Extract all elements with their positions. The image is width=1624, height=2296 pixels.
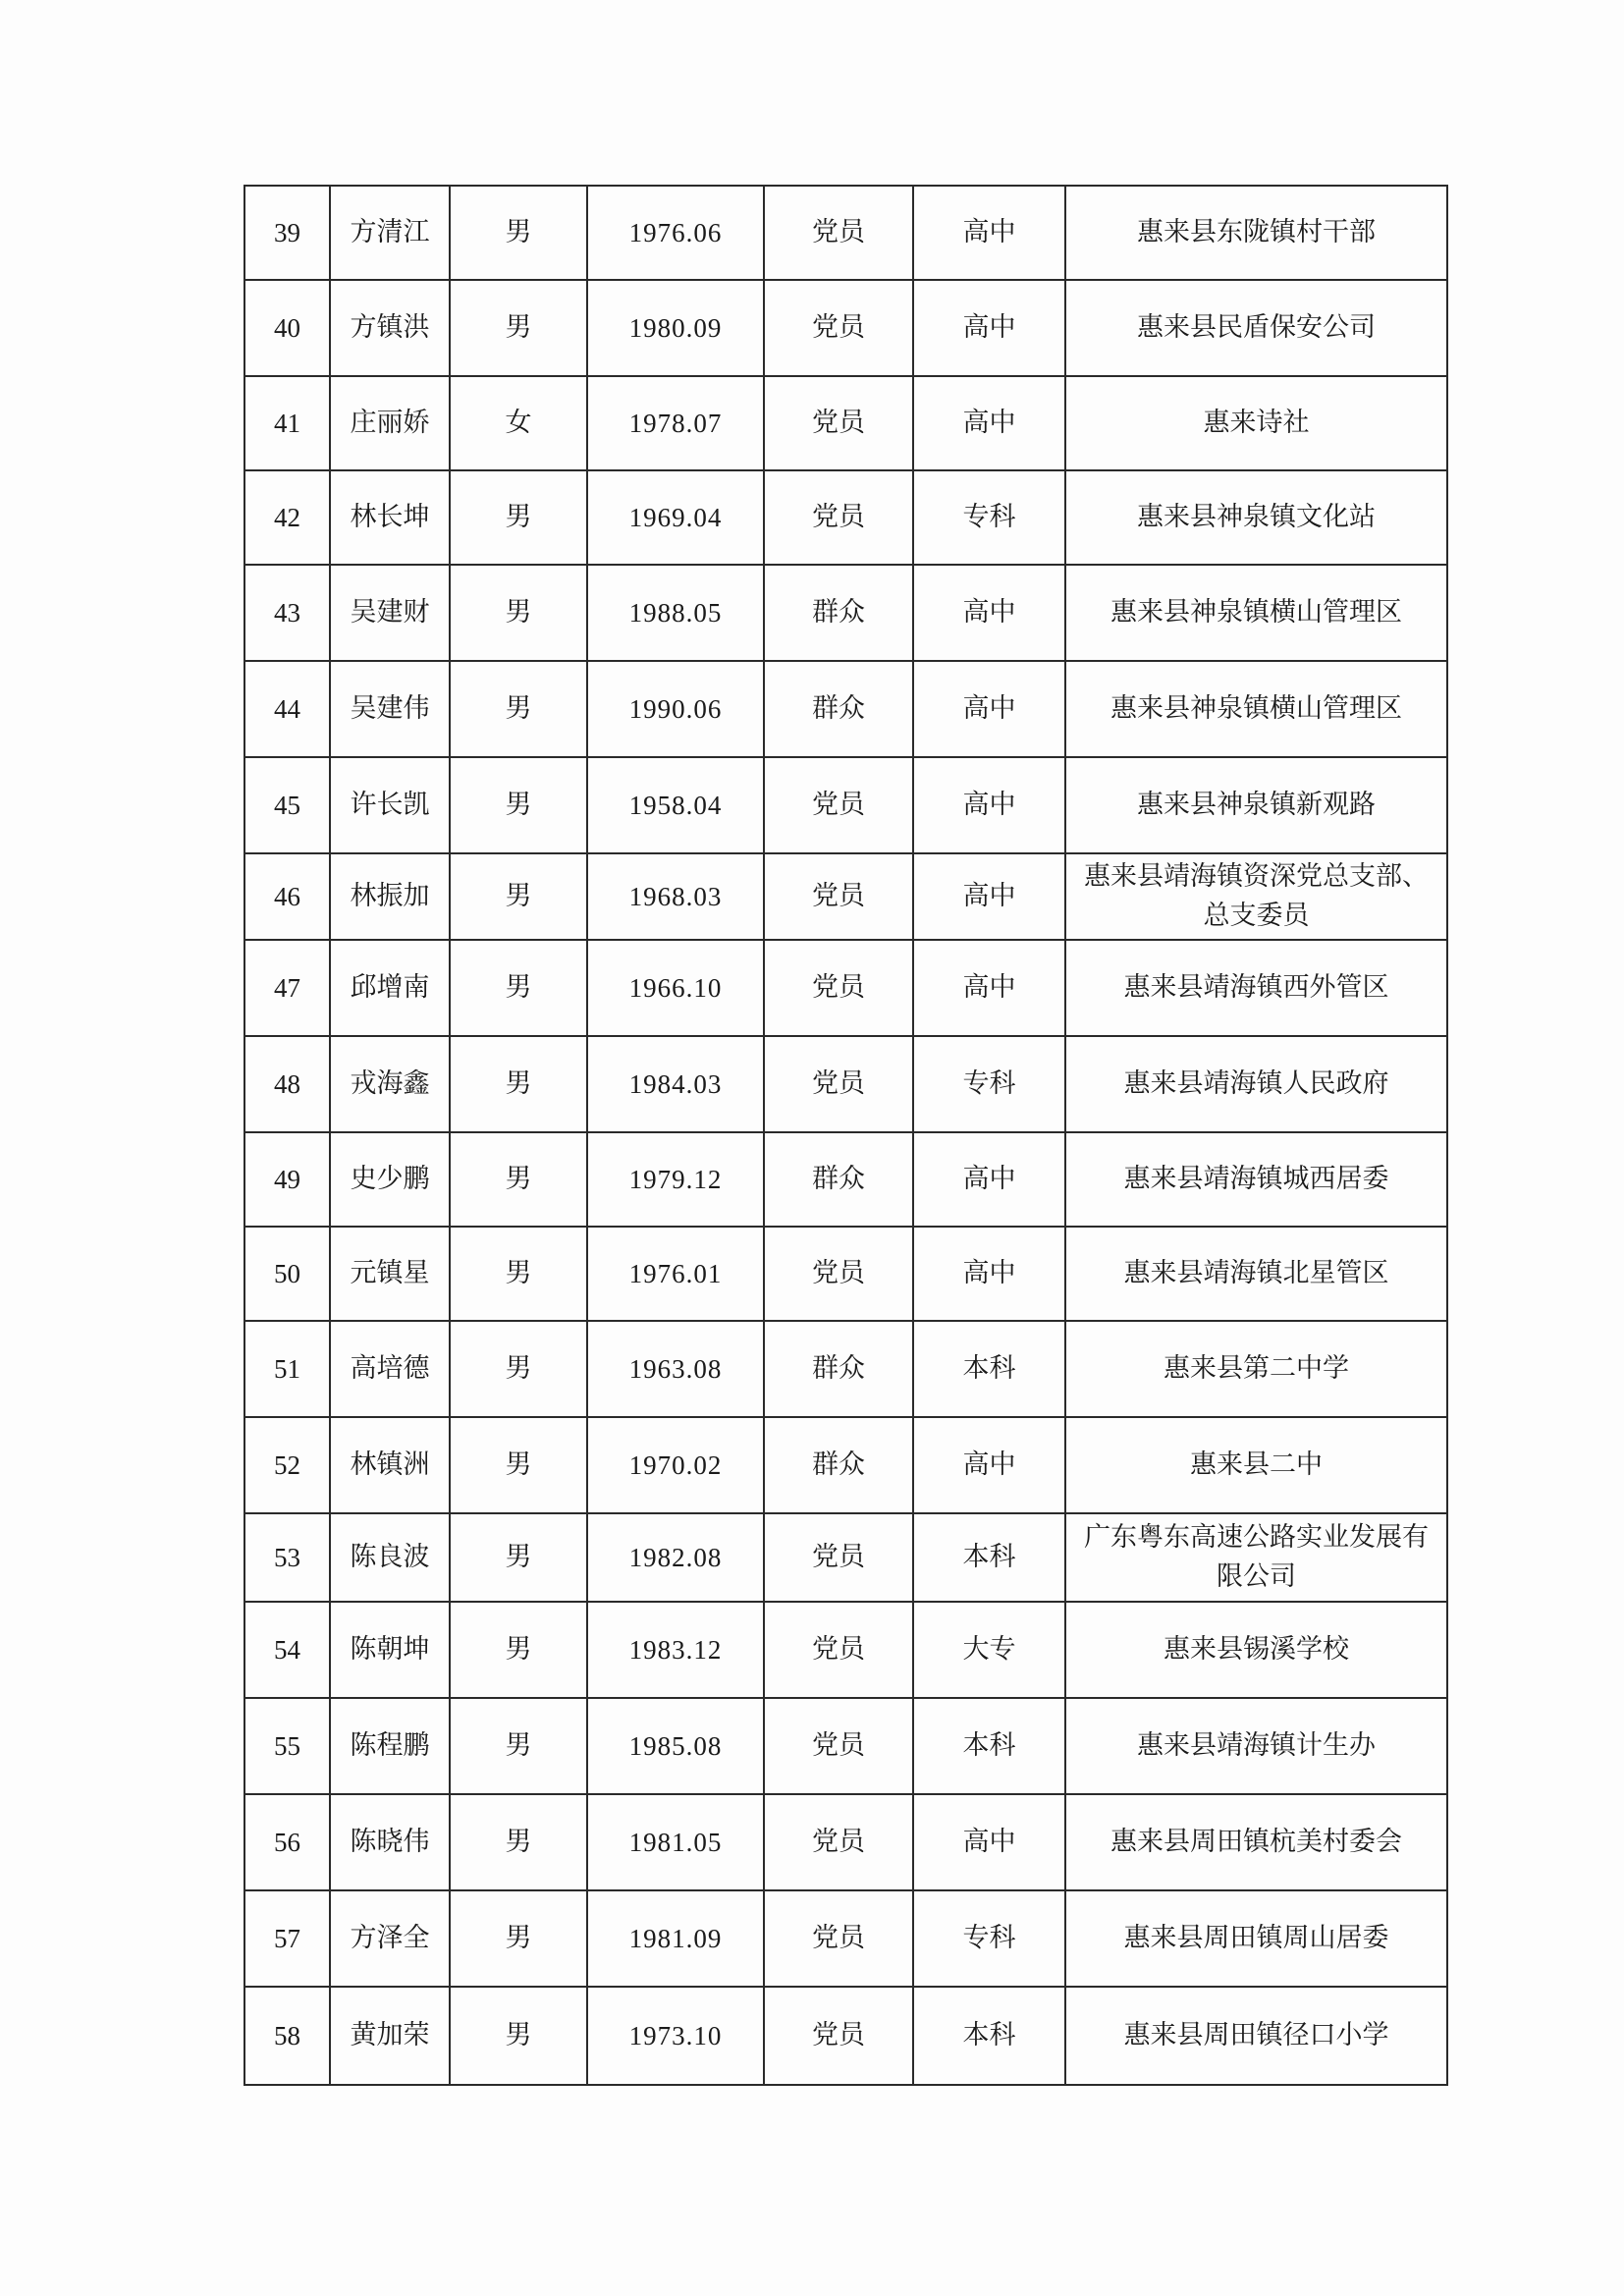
member-name: 戎海鑫 — [330, 1036, 450, 1132]
row-number: 40 — [244, 280, 330, 376]
member-work-unit: 惠来县神泉镇横山管理区 — [1065, 661, 1447, 757]
member-sex: 男 — [450, 853, 587, 940]
member-work-unit: 惠来县靖海镇资深党总支部、总支委员 — [1065, 853, 1447, 940]
member-political-status: 党员 — [764, 757, 913, 853]
row-number: 50 — [244, 1227, 330, 1321]
member-political-status: 党员 — [764, 376, 913, 470]
row-number: 53 — [244, 1513, 330, 1602]
member-birth-date: 1990.06 — [587, 661, 764, 757]
member-name: 高培德 — [330, 1321, 450, 1417]
member-education: 高中 — [913, 1227, 1065, 1321]
member-sex: 男 — [450, 661, 587, 757]
member-birth-date: 1979.12 — [587, 1132, 764, 1227]
member-work-unit: 惠来县靖海镇计生办 — [1065, 1698, 1447, 1794]
member-birth-date: 1966.10 — [587, 940, 764, 1036]
member-birth-date: 1963.08 — [587, 1321, 764, 1417]
member-political-status: 群众 — [764, 1132, 913, 1227]
table-row — [244, 470, 1447, 565]
table-row — [244, 186, 1447, 280]
member-sex: 男 — [450, 1321, 587, 1417]
member-birth-date: 1982.08 — [587, 1513, 764, 1602]
member-table — [244, 185, 1448, 2086]
member-political-status: 党员 — [764, 1227, 913, 1321]
member-education: 高中 — [913, 757, 1065, 853]
member-political-status: 党员 — [764, 1602, 913, 1698]
member-name: 陈良波 — [330, 1513, 450, 1602]
member-education: 高中 — [913, 280, 1065, 376]
row-number: 47 — [244, 940, 330, 1036]
member-name: 庄丽娇 — [330, 376, 450, 470]
table-row — [244, 1987, 1447, 2085]
row-number: 39 — [244, 186, 330, 280]
member-work-unit: 惠来县靖海镇北星管区 — [1065, 1227, 1447, 1321]
table-row — [244, 1794, 1447, 1890]
table-row — [244, 757, 1447, 853]
member-political-status: 党员 — [764, 940, 913, 1036]
member-birth-date: 1976.01 — [587, 1227, 764, 1321]
row-number: 46 — [244, 853, 330, 940]
row-number: 49 — [244, 1132, 330, 1227]
member-work-unit: 惠来县周田镇周山居委 — [1065, 1890, 1447, 1987]
member-name: 邱增南 — [330, 940, 450, 1036]
member-work-unit: 惠来县靖海镇西外管区 — [1065, 940, 1447, 1036]
member-education: 高中 — [913, 1794, 1065, 1890]
member-work-unit: 惠来县二中 — [1065, 1417, 1447, 1513]
member-name: 许长凯 — [330, 757, 450, 853]
member-sex: 男 — [450, 565, 587, 661]
member-name: 元镇星 — [330, 1227, 450, 1321]
member-birth-date: 1981.09 — [587, 1890, 764, 1987]
member-political-status: 群众 — [764, 1321, 913, 1417]
member-sex: 女 — [450, 376, 587, 470]
member-work-unit: 惠来县靖海镇人民政府 — [1065, 1036, 1447, 1132]
table-row — [244, 565, 1447, 661]
member-sex: 男 — [450, 1227, 587, 1321]
member-work-unit: 惠来县东陇镇村干部 — [1065, 186, 1447, 280]
member-birth-date: 1981.05 — [587, 1794, 764, 1890]
member-political-status: 党员 — [764, 853, 913, 940]
member-education: 高中 — [913, 1132, 1065, 1227]
member-political-status: 群众 — [764, 565, 913, 661]
member-birth-date: 1968.03 — [587, 853, 764, 940]
member-political-status: 党员 — [764, 186, 913, 280]
member-education: 本科 — [913, 1698, 1065, 1794]
member-work-unit: 惠来县锡溪学校 — [1065, 1602, 1447, 1698]
member-name: 林长坤 — [330, 470, 450, 565]
member-political-status: 党员 — [764, 1698, 913, 1794]
member-education: 本科 — [913, 1987, 1065, 2085]
table-row — [244, 1890, 1447, 1987]
member-name: 方清江 — [330, 186, 450, 280]
row-number: 58 — [244, 1987, 330, 2085]
member-education: 专科 — [913, 1036, 1065, 1132]
member-education: 本科 — [913, 1321, 1065, 1417]
member-education: 高中 — [913, 853, 1065, 940]
member-name: 方泽全 — [330, 1890, 450, 1987]
row-number: 42 — [244, 470, 330, 565]
member-work-unit: 惠来县民盾保安公司 — [1065, 280, 1447, 376]
member-political-status: 党员 — [764, 470, 913, 565]
member-name: 林振加 — [330, 853, 450, 940]
member-political-status: 群众 — [764, 1417, 913, 1513]
table-row — [244, 853, 1447, 940]
member-sex: 男 — [450, 757, 587, 853]
table-row — [244, 1417, 1447, 1513]
member-name: 林镇洲 — [330, 1417, 450, 1513]
member-name: 方镇洪 — [330, 280, 450, 376]
member-education: 专科 — [913, 470, 1065, 565]
member-sex: 男 — [450, 1132, 587, 1227]
member-education: 高中 — [913, 565, 1065, 661]
member-education: 高中 — [913, 376, 1065, 470]
table-row — [244, 1698, 1447, 1794]
member-education: 高中 — [913, 940, 1065, 1036]
member-sex: 男 — [450, 1417, 587, 1513]
member-work-unit: 惠来县第二中学 — [1065, 1321, 1447, 1417]
member-birth-date: 1969.04 — [587, 470, 764, 565]
member-birth-date: 1983.12 — [587, 1602, 764, 1698]
member-work-unit: 惠来诗社 — [1065, 376, 1447, 470]
member-education: 本科 — [913, 1513, 1065, 1602]
table-row — [244, 1321, 1447, 1417]
table-row — [244, 1227, 1447, 1321]
member-political-status: 党员 — [764, 1987, 913, 2085]
member-sex: 男 — [450, 186, 587, 280]
member-political-status: 党员 — [764, 1036, 913, 1132]
member-table-body — [244, 186, 1447, 2085]
member-education: 高中 — [913, 1417, 1065, 1513]
table-row — [244, 1036, 1447, 1132]
member-name: 黄加荣 — [330, 1987, 450, 2085]
member-work-unit: 惠来县神泉镇文化站 — [1065, 470, 1447, 565]
row-number: 56 — [244, 1794, 330, 1890]
member-sex: 男 — [450, 1987, 587, 2085]
member-name: 史少鹏 — [330, 1132, 450, 1227]
member-work-unit: 惠来县神泉镇新观路 — [1065, 757, 1447, 853]
member-sex: 男 — [450, 1890, 587, 1987]
member-political-status: 群众 — [764, 661, 913, 757]
member-sex: 男 — [450, 940, 587, 1036]
member-birth-date: 1958.04 — [587, 757, 764, 853]
member-work-unit: 惠来县神泉镇横山管理区 — [1065, 565, 1447, 661]
row-number: 43 — [244, 565, 330, 661]
member-sex: 男 — [450, 1602, 587, 1698]
row-number: 51 — [244, 1321, 330, 1417]
member-sex: 男 — [450, 1513, 587, 1602]
row-number: 57 — [244, 1890, 330, 1987]
member-education: 大专 — [913, 1602, 1065, 1698]
member-political-status: 党员 — [764, 1794, 913, 1890]
member-birth-date: 1970.02 — [587, 1417, 764, 1513]
table-row — [244, 280, 1447, 376]
member-birth-date: 1976.06 — [587, 186, 764, 280]
member-birth-date: 1985.08 — [587, 1698, 764, 1794]
member-sex: 男 — [450, 470, 587, 565]
member-political-status: 党员 — [764, 280, 913, 376]
table-row — [244, 661, 1447, 757]
member-political-status: 党员 — [764, 1890, 913, 1987]
member-birth-date: 1988.05 — [587, 565, 764, 661]
table-row — [244, 376, 1447, 470]
member-education: 高中 — [913, 661, 1065, 757]
member-sex: 男 — [450, 1794, 587, 1890]
member-name: 吴建财 — [330, 565, 450, 661]
member-name: 陈晓伟 — [330, 1794, 450, 1890]
member-name: 陈程鹏 — [330, 1698, 450, 1794]
member-work-unit: 惠来县周田镇杭美村委会 — [1065, 1794, 1447, 1890]
row-number: 41 — [244, 376, 330, 470]
member-birth-date: 1973.10 — [587, 1987, 764, 2085]
row-number: 44 — [244, 661, 330, 757]
row-number: 45 — [244, 757, 330, 853]
row-number: 52 — [244, 1417, 330, 1513]
member-birth-date: 1978.07 — [587, 376, 764, 470]
member-work-unit: 广东粤东高速公路实业发展有限公司 — [1065, 1513, 1447, 1602]
row-number: 54 — [244, 1602, 330, 1698]
member-education: 专科 — [913, 1890, 1065, 1987]
member-education: 高中 — [913, 186, 1065, 280]
table-row — [244, 1513, 1447, 1602]
member-sex: 男 — [450, 1698, 587, 1794]
member-work-unit: 惠来县周田镇径口小学 — [1065, 1987, 1447, 2085]
member-sex: 男 — [450, 1036, 587, 1132]
row-number: 55 — [244, 1698, 330, 1794]
member-birth-date: 1984.03 — [587, 1036, 764, 1132]
member-name: 吴建伟 — [330, 661, 450, 757]
row-number: 48 — [244, 1036, 330, 1132]
table-row — [244, 940, 1447, 1036]
table-row — [244, 1132, 1447, 1227]
member-work-unit: 惠来县靖海镇城西居委 — [1065, 1132, 1447, 1227]
member-birth-date: 1980.09 — [587, 280, 764, 376]
member-name: 陈朝坤 — [330, 1602, 450, 1698]
member-sex: 男 — [450, 280, 587, 376]
table-row — [244, 1602, 1447, 1698]
member-political-status: 党员 — [764, 1513, 913, 1602]
